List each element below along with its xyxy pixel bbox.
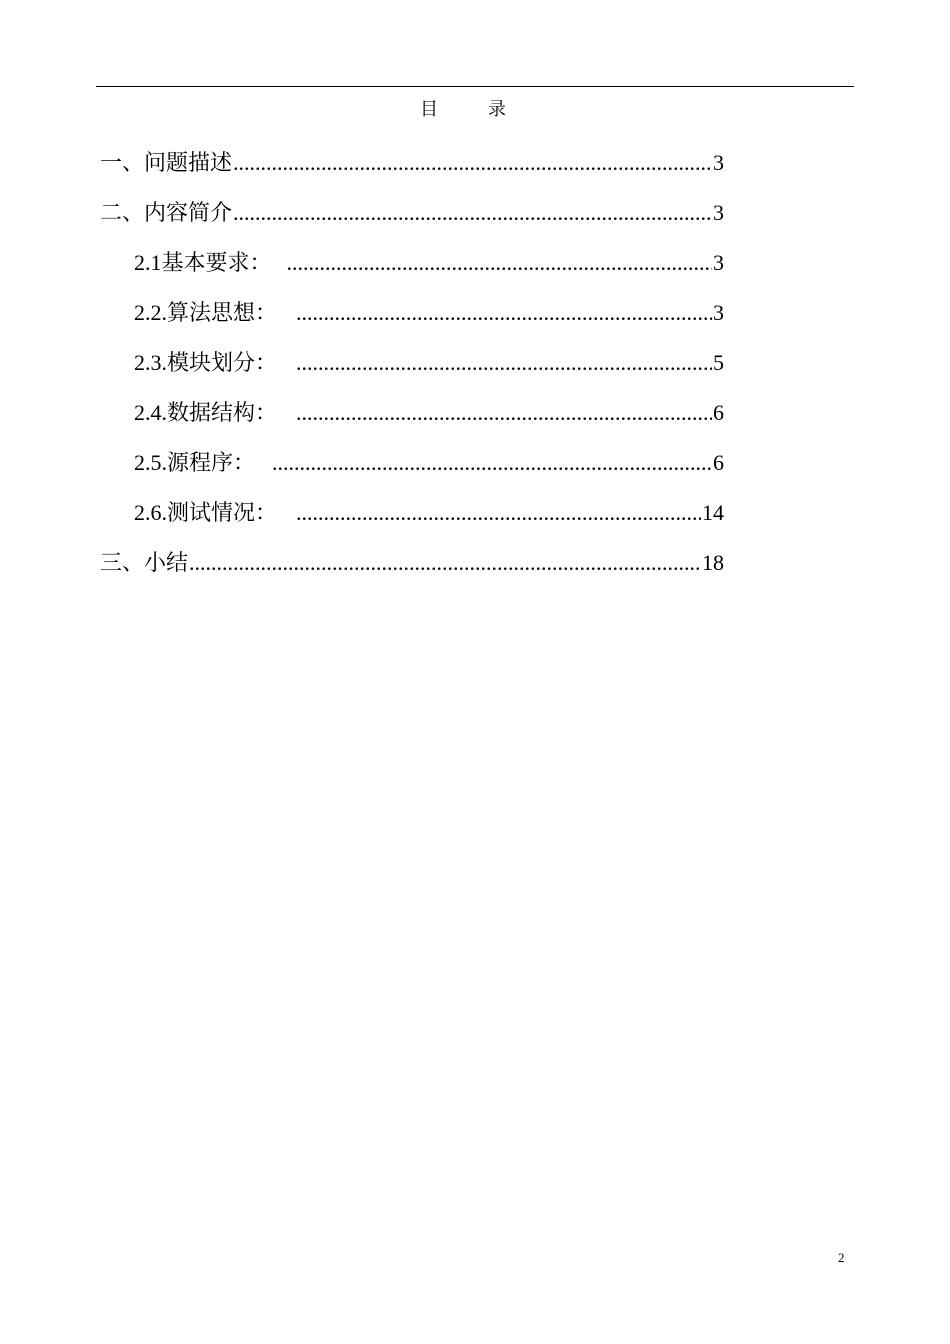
toc-entry-page: 3	[713, 150, 724, 175]
toc-entry[interactable]	[100, 198, 724, 228]
toc-entry[interactable]	[134, 398, 724, 428]
toc-entry[interactable]	[134, 498, 724, 528]
toc-entry-number: 2.5.	[134, 450, 167, 475]
toc-entry-number: 三、	[100, 550, 145, 575]
toc-entry-number: 二、	[100, 200, 145, 225]
toc-entry[interactable]	[134, 248, 724, 278]
toc-leader-dots	[189, 548, 701, 578]
toc-entry-title: 测试情况：	[167, 500, 278, 525]
toc-leader-dots	[287, 248, 712, 278]
toc-entry-number: 2.6.	[134, 500, 167, 525]
toc-entry[interactable]	[134, 348, 724, 378]
toc-entry-page: 6	[713, 450, 724, 475]
toc-title-char-1: 目	[420, 99, 438, 119]
toc-leader-dots	[233, 148, 712, 178]
toc-entry[interactable]	[100, 548, 724, 578]
toc-entry-title: 小结	[144, 550, 189, 575]
toc-entry-title: 源程序：	[167, 450, 256, 475]
toc-entry[interactable]	[134, 298, 724, 328]
toc-entry-title: 算法思想：	[167, 300, 278, 325]
toc-entry-number: 2.1	[134, 250, 162, 275]
toc-leader-dots	[233, 198, 712, 228]
toc-entry-page: 18	[702, 550, 724, 575]
toc-entry-page: 6	[713, 400, 724, 425]
toc-entry-page: 5	[713, 350, 724, 375]
page-number: 2	[838, 1250, 845, 1265]
toc-entry-page: 14	[702, 500, 724, 525]
toc-entry-title: 问题描述	[144, 150, 233, 175]
toc-leader-dots	[296, 298, 712, 328]
toc-title-char-2: 录	[488, 99, 506, 119]
toc-entry-number: 2.3.	[134, 350, 167, 375]
toc-entry[interactable]	[100, 148, 724, 178]
toc-entry-page: 3	[713, 200, 724, 225]
toc-leader-dots	[272, 448, 712, 478]
toc-entry-title: 模块划分：	[167, 350, 278, 375]
toc-entry-number: 2.2.	[134, 300, 167, 325]
toc-entry-title: 内容简介	[144, 200, 233, 225]
toc-leader-dots	[296, 398, 712, 428]
toc-title	[420, 97, 506, 121]
toc-entry-title: 数据结构：	[167, 400, 278, 425]
toc-entry-page: 3	[713, 250, 724, 275]
header-rule	[96, 86, 854, 87]
toc-entry[interactable]	[134, 448, 724, 478]
toc-leader-dots	[296, 498, 701, 528]
toc-entry-number: 一、	[100, 150, 145, 175]
toc-entry-title: 基本要求：	[161, 250, 272, 275]
toc-leader-dots	[296, 348, 712, 378]
toc-entry-number: 2.4.	[134, 400, 167, 425]
toc-entry-page: 3	[713, 300, 724, 325]
